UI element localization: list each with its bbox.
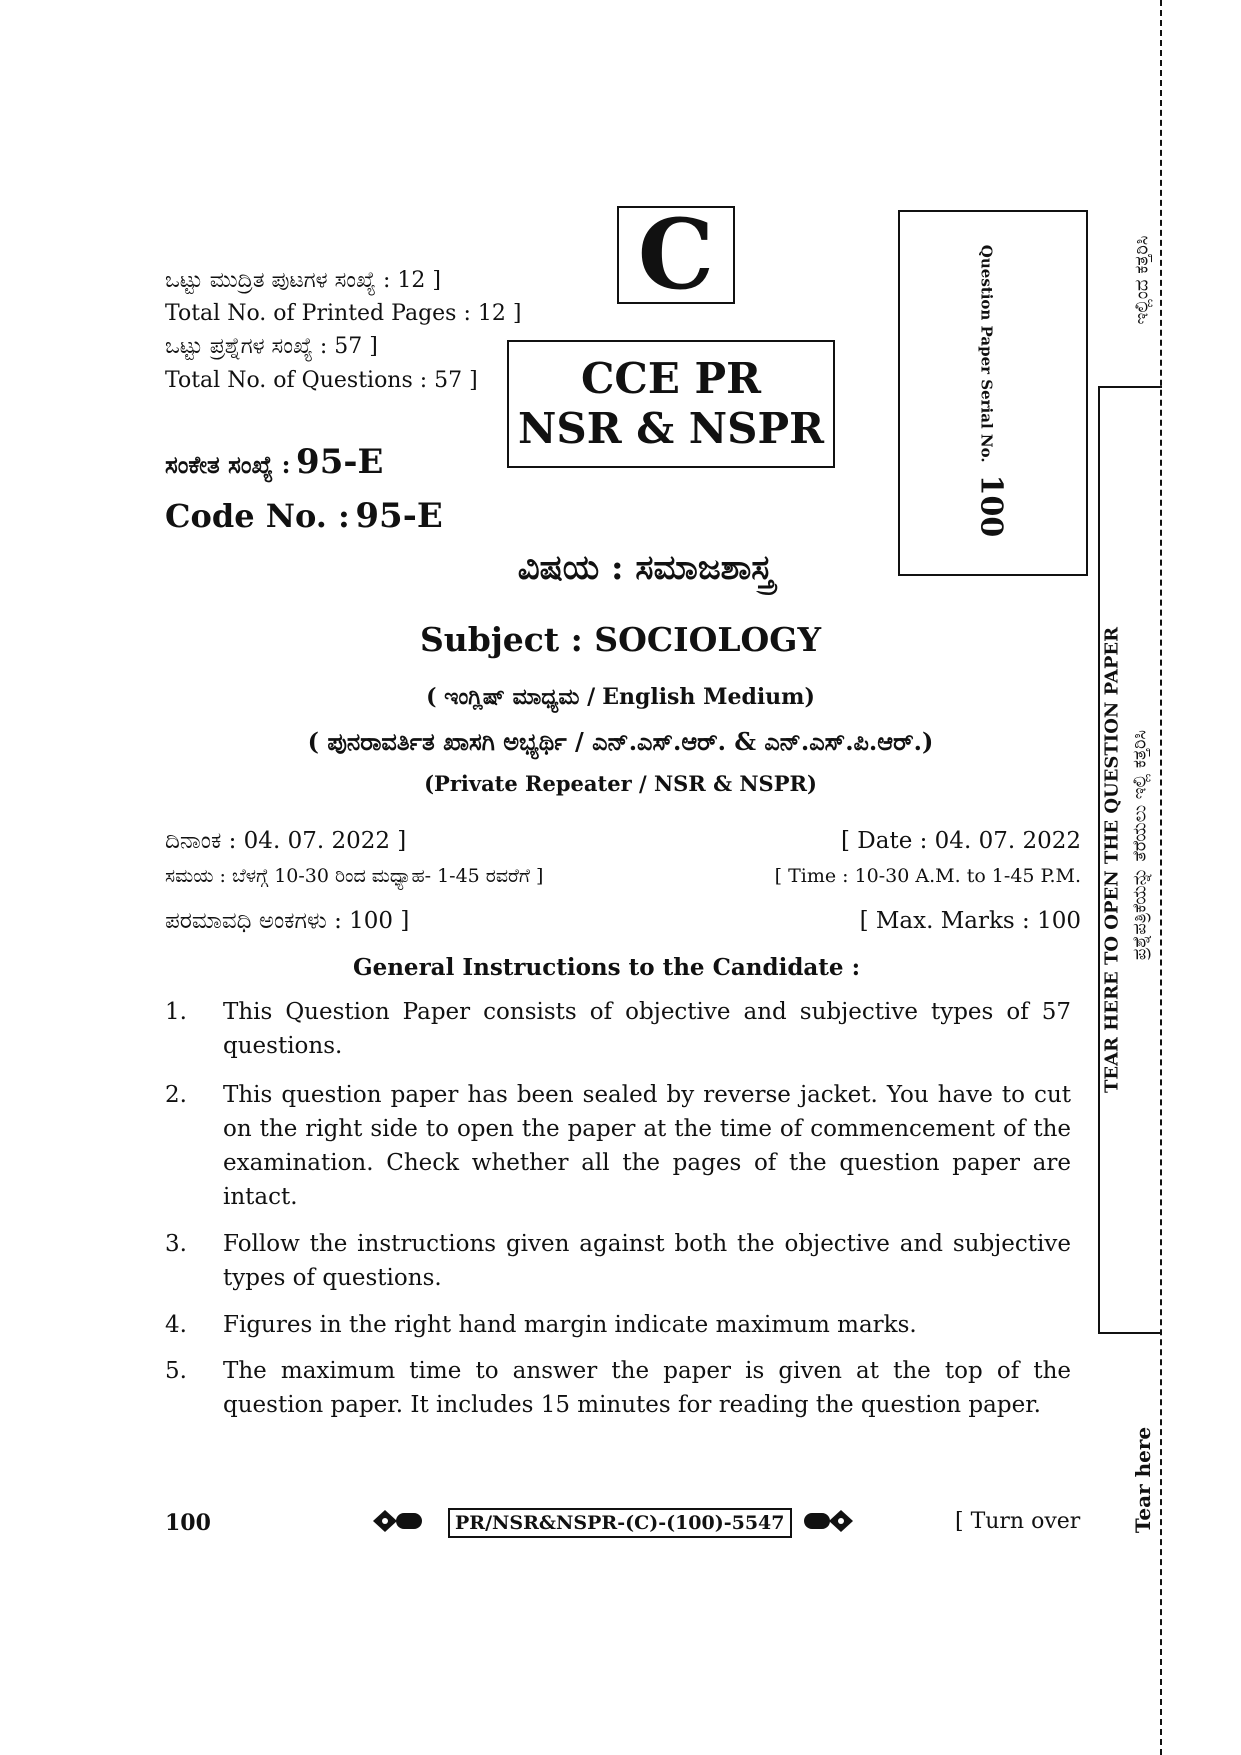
- instruction-number: 4.: [165, 1312, 187, 1338]
- instruction-number: 1.: [165, 999, 187, 1025]
- subject-kn: ವಿಷಯ : ಸಮಾಜಶಾಸ್ತ್ರ: [517, 548, 774, 588]
- turn-over: [ Turn over: [955, 1509, 1081, 1534]
- instructions-title: General Instructions to the Candidate :: [352, 954, 861, 981]
- date-en: [ Date : 04. 07. 2022: [841, 828, 1081, 854]
- instruction-text: Follow the instructions given against both the objective and subjective types of questions.: [223, 1231, 1071, 1291]
- set-letter: C: [637, 198, 715, 311]
- code-en: [165, 496, 443, 536]
- instruction-item: [165, 1078, 1071, 1214]
- code-en-value: 95-E: [355, 496, 443, 536]
- marks-row: [165, 908, 1081, 934]
- printed-pages-kn: ಒಟ್ಟು ಮುದ್ರಿತ ಪುಟಗಳ ಸಂಖ್ಯೆ : 12 ]: [165, 268, 441, 293]
- code-en-label: Code No. :: [165, 497, 350, 535]
- time-en: [ Time : 10-30 A.M. to 1-45 P.M.: [774, 865, 1081, 887]
- subject-en: Subject : SOCIOLOGY: [419, 620, 822, 659]
- medium-en: English Medium): [602, 684, 815, 710]
- instruction-text: The maximum time to answer the paper is given at the top of the question paper. It includes 15 minutes for reading the question paper.: [223, 1358, 1071, 1418]
- set-letter-box: [617, 198, 735, 311]
- marks-en: [ Max. Marks : 100: [859, 908, 1081, 934]
- time-row: [165, 865, 1081, 887]
- course-line-2: NSR & NSPR: [518, 404, 824, 453]
- instruction-number: 2.: [165, 1082, 187, 1108]
- tear-here-label: Tear here: [1131, 1426, 1155, 1534]
- questions-kn: ಒಟ್ಟು ಪ್ರಶ್ನೆಗಳ ಸಂಖ್ಯೆ : 57 ]: [165, 334, 378, 359]
- category-kn: ( ಪುನರಾವರ್ತಿತ ಖಾಸಗಿ ಅಭ್ಯರ್ಥಿ / ಎನ್.ಎಸ್.ಆರ್. & ಎನ್.ಎಸ್.ಪಿ.ಆರ್.): [307, 727, 934, 756]
- serial-label: Question Paper Serial No.: [977, 244, 996, 463]
- medium-kn: ( ಇಂಗ್ಲಿಷ್ ಮಾಧ್ಯಮ /: [426, 684, 596, 710]
- code-kn-label: ಸಂಕೇತ ಸಂಖ್ಯೆ :: [165, 450, 291, 479]
- medium-line: [0, 684, 1241, 710]
- tear-instruction-en: TEAR HERE TO OPEN THE QUESTION PAPER: [1101, 626, 1123, 1094]
- marks-kn: ಪರಮಾವಧಿ ಅಂಕಗಳು : 100 ]: [165, 908, 410, 934]
- instruction-text: Figures in the right hand margin indicate maximum marks.: [223, 1312, 917, 1338]
- instruction-item: [165, 1227, 1071, 1295]
- ornament-right-icon: [802, 1508, 854, 1534]
- tear-instruction-kn: ಪ್ರಶ್ನೆಪತ್ರಿಕೆಯನ್ನು ತೆರೆಯಲು ಇಲ್ಲಿ ಕತ್ತರಿಸಿ: [1129, 729, 1151, 961]
- course-box: [507, 340, 835, 468]
- instruction-number: 5.: [165, 1358, 187, 1384]
- tear-top-kn: ಇಲ್ಲಿಂದ ಕತ್ತರಿಸಿ: [1131, 235, 1153, 325]
- page-number: 100: [165, 1510, 211, 1536]
- instruction-item: [165, 1308, 1071, 1342]
- date-row: [165, 828, 1081, 854]
- serial-number-text: [974, 245, 1009, 537]
- ornament-left-icon: [372, 1508, 424, 1534]
- date-kn: ದಿನಾಂಕ : 04. 07. 2022 ]: [165, 828, 407, 854]
- serial-number: 100: [973, 474, 1009, 538]
- course-line-1: CCE PR: [581, 354, 761, 403]
- paper-code: PR/NSR&NSPR-(C)-(100)-5547: [448, 1508, 792, 1538]
- code-kn-value: 95-E: [296, 442, 384, 482]
- printed-pages-en: Total No. of Printed Pages : 12 ]: [165, 301, 522, 326]
- time-kn: ಸಮಯ : ಬೆಳಗ್ಗೆ 10-30 ರಿಂದ ಮಧ್ಯಾಹ- 1-45 ರವರೆಗೆ ]: [165, 865, 544, 887]
- instruction-item: [165, 995, 1071, 1063]
- instruction-text: This question paper has been sealed by reverse jacket. You have to cut on the right side to open the paper at the time of commencement of the examination. Check whether all the pages of the question paper are intact.: [223, 1082, 1071, 1210]
- instruction-item: [165, 1354, 1071, 1422]
- code-kn: [165, 442, 383, 482]
- instruction-number: 3.: [165, 1231, 187, 1257]
- instruction-text: This Question Paper consists of objective and subjective types of 57 questions.: [223, 999, 1071, 1059]
- category-en: (Private Repeater / NSR & NSPR): [424, 771, 817, 796]
- questions-en: Total No. of Questions : 57 ]: [165, 368, 478, 393]
